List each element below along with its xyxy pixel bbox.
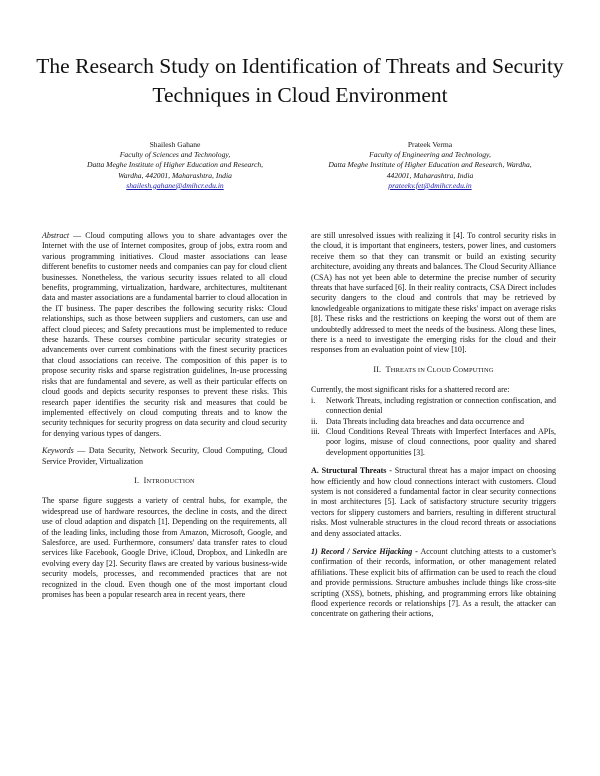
author-block-1 xyxy=(40,140,310,191)
heading-initial: C xyxy=(452,364,459,374)
introduction-continued: are still unresolved issues with realizing it [4]. To control security risks in the cloud, it is important that engineers, testers, power lines, and customers receive them so that they can transmit or build an existing security architecture, avoiding any threats and balances. The Cloud Security Alliance (CSA) has not yet been able to determine the precise number of security threats that have surfaced [6]. In their reality contracts, CSA Direct includes security dangers to the cloud and controls that may be retrieved by knowledgeable organizations to mitigate these risks' impact on average risks [8]. These risks and the restrictions on keeping the worst out of them are undoubtedly addressed to meet the needs of the business. Along these lines, there is a need to investigate the emerging risks for the cloud and their responses from an evaluation point of view [10]. xyxy=(311,231,556,355)
author-dept: Faculty of Sciences and Technology, xyxy=(119,150,231,160)
left-column xyxy=(42,231,287,600)
author-dept: Faculty of Engineering and Technology, xyxy=(369,150,491,160)
section-heading-introduction xyxy=(42,476,287,487)
list-text: Network Threats, including registration or connection confiscation, and connection denial xyxy=(326,395,556,416)
introduction-paragraph: The sparse figure suggests a variety of central hubs, for example, the widespread use of hardware resources, the decline in costs, and the direct use of cloud adaption and dispatch [1]. Depending on the requirements, all of the leading links, including those from Amazon, Microsoft, Google, and Salesforce, are used. Furthermore, consumers' data transfer rates to cloud services like Facebook, Google Drive, iCloud, Dropbox, and LinkedIn are evolving every day [2]. Security flaws are created by various business-wide security models, processes, and recommended practices that are not recognized in the cloud. Even though one of the most important cloud promises has been a popular research area in recent years, there xyxy=(42,496,287,599)
threats-lead: Currently, the most significant risks for a shattered record are: xyxy=(311,385,510,395)
threats-list xyxy=(311,396,556,458)
list-item xyxy=(311,396,556,417)
author-institution: Datta Meghe Institute of Higher Education and Research, xyxy=(86,160,264,170)
abstract-label: Abstract xyxy=(42,231,70,240)
author-email-link[interactable]: prateekv.fet@dmihcr.edu.in xyxy=(388,180,472,190)
list-text: Data Threats including data breaches and data occurrence and xyxy=(326,416,524,426)
heading-part: LOUD xyxy=(432,366,453,374)
list-text: Cloud Conditions Reveal Threats with Imperfect Interfaces and APIs, poor logins, misuse of cloud connections, poor quality and shared development opportunities [3]. xyxy=(326,426,556,457)
author-institution: Datta Meghe Institute of Higher Education and Research, Wardha, xyxy=(328,160,532,170)
heading-initial: I xyxy=(143,475,147,485)
subsubsection-text: Account clutching attests to a customer's confirmation of their records, information, or other management related affiliations. These explicit bits of affirmation can be used to reach the cloud and provide permissions. Structure ambushes include things like cross-site scripting (XSS), botnets, phishing, and programming errors like obtaining flood experience records or relationships [7]. As a result, the attacker can concentrate on gathering their actions, xyxy=(311,546,556,619)
subsubsection-label: 1) Record / Service Hijacking - xyxy=(311,546,418,556)
section-number: II. xyxy=(373,364,382,374)
abstract-paragraph xyxy=(42,231,287,439)
keywords-text: — Data Security, Network Security, Cloud Computing, Cloud Service Provider, Virtualization xyxy=(42,446,287,466)
author-name: Shailesh Gahane xyxy=(149,140,201,149)
hijacking-paragraph xyxy=(311,547,556,620)
heading-initial: C xyxy=(426,364,433,374)
section-heading-threats xyxy=(311,365,556,376)
subsection-label: A. Structural Threats - xyxy=(311,466,392,476)
list-item xyxy=(311,427,556,458)
heading-part: OMPUTING xyxy=(458,366,494,374)
heading-rest: NTRODUCTION xyxy=(146,477,195,485)
author-email-link[interactable]: shailesh.gahane@dmihcr.edu.in xyxy=(126,180,224,190)
list-number: ii. xyxy=(311,416,318,426)
keywords-label: Keywords xyxy=(42,446,74,456)
list-number: i. xyxy=(311,395,316,405)
list-number: iii. xyxy=(311,426,320,436)
right-column xyxy=(311,231,556,620)
author-name: Prateek Verma xyxy=(407,140,453,149)
author-block-2 xyxy=(295,140,565,191)
subsection-text: Structural threat has a major impact on choosing how efficiently and how cloud connections interact with customers. Cloud system is not considered a fundamental factor in clear security connections in most architectures [5]. Lack of satisfactory structure security triggers vectors for slippery customers and barriers, resulting in different structural risks. Most vulnerable structures in the cloud record threats or associations and deny associated attacks. xyxy=(311,466,556,538)
keywords-paragraph xyxy=(42,446,287,467)
paper-title: The Research Study on Identification of Threats and Security Techniques in Cloud Environment xyxy=(36,54,564,107)
author-location: 442001, Maharashtra, India xyxy=(386,170,474,180)
abstract-text: — Cloud computing allows you to share advantages over the Internet with the use of Internet composites, group of jobs, extra room and various programming initiatives. Cloud master associations can lease different benefits to customer needs and companies can pay for cloud client businesses. Nonetheless, the various security issues related to all cloud benefits, programming, virtualization, hardware, architectures, multitenant data and master associations are a fundamental barrier to cloud allocation in the IT business. The paper describes the following security risks: Cloud relationships, such as those between suppliers and customers, can use and affect cloud pieces; and Safety precautions must be implemented to reduce these hazards. These courses combine particular security strategies or advancements over current combinations with the finest security practices that cloud associations can receive. The composition of this paper is to propose security risks and sparse registration guidelines, In-use processing risks that are fundamental and severe, as well as their particular effects on cloud goods and depicts security responses to prevent these risks. This research paper identifies the security risk and measures that could be implemented effectively on cloud computing threats and to know the security techniques for security progress on data security and cloud security for denying various types of dangers. xyxy=(42,231,287,438)
structural-threats-paragraph xyxy=(311,466,556,539)
list-item xyxy=(311,417,556,427)
author-location: Wardha, 442001, Maharashtra, India xyxy=(118,170,232,180)
heading-part: HREATS IN xyxy=(390,366,427,374)
heading-initial: T xyxy=(385,364,391,374)
section-number: I. xyxy=(134,475,140,485)
